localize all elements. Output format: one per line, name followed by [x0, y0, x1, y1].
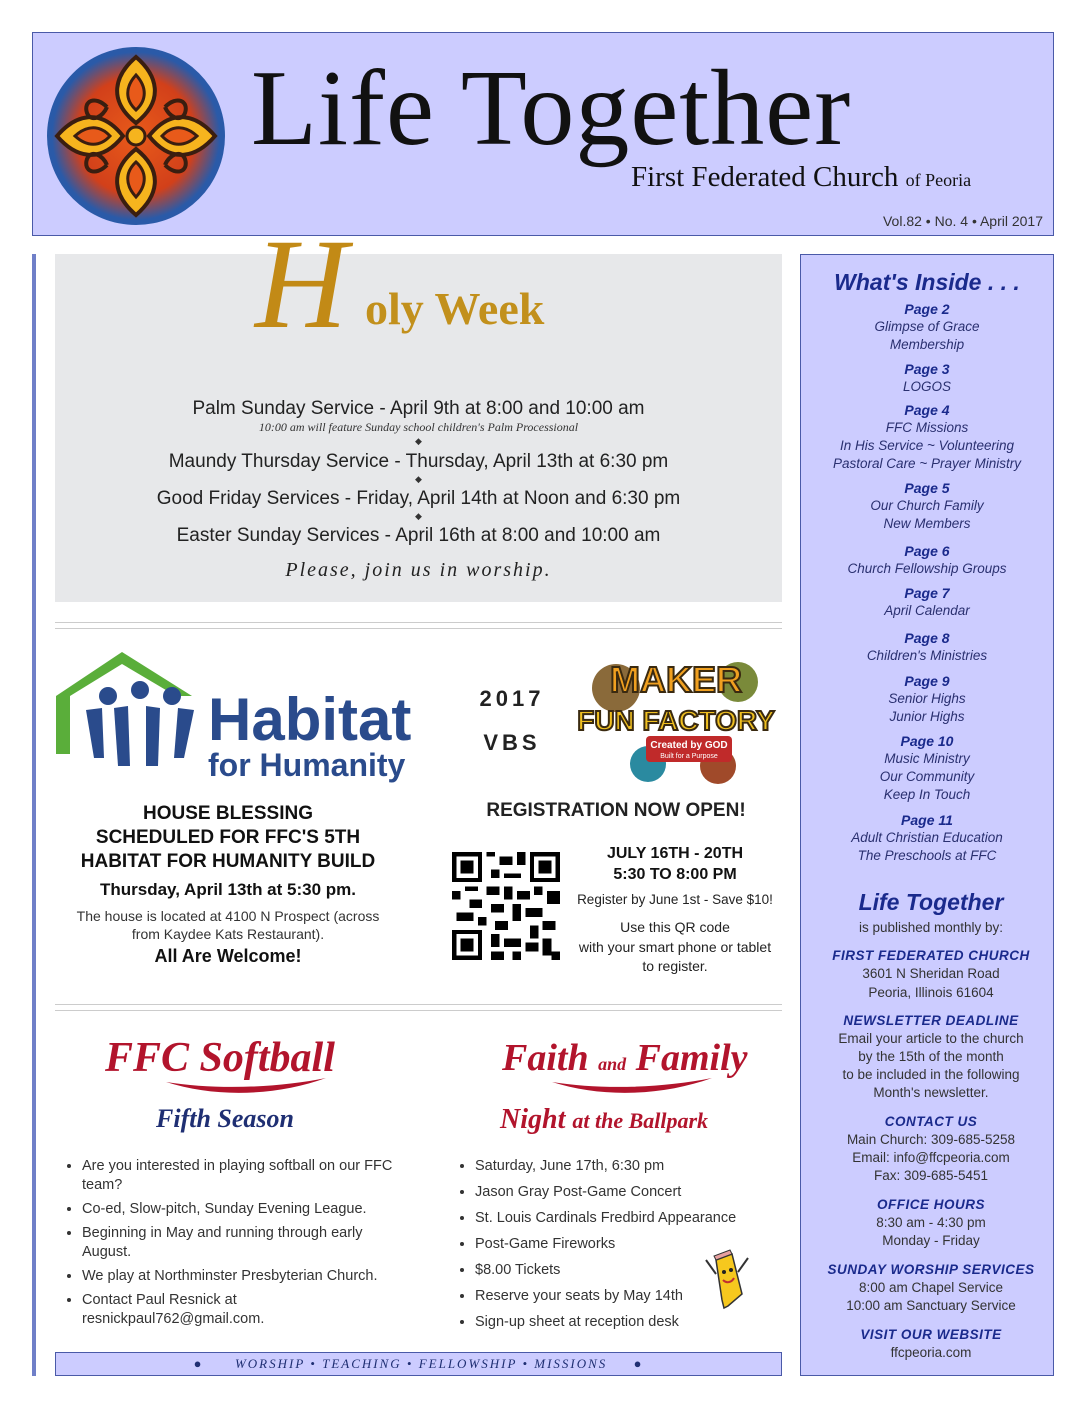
easter-sunday-line: Easter Sunday Services - April 16th at 8:00 and 10:00 am — [176, 525, 661, 546]
diamond-divider-icon: ◆ — [415, 511, 422, 521]
list-item: • Reserve your seats by May 14th — [475, 1287, 765, 1306]
sidebar-title: What's Inside . . . — [834, 269, 1020, 295]
cheering-pencil-icon — [702, 1250, 750, 1312]
list-item: • $8.00 Tickets — [475, 1261, 765, 1280]
rose-window-cross-icon — [45, 45, 227, 227]
maker-logo-line2: FUN FACTORY — [577, 705, 775, 736]
toc-item[interactable]: Membership — [889, 337, 965, 352]
habitat-heading-1: HOUSE BLESSING — [143, 803, 313, 824]
office-hours-time: 8:30 am - 4:30 pm — [876, 1215, 986, 1230]
toc-item[interactable]: FFC Missions — [885, 420, 969, 435]
holy-week-title: oly Week — [365, 283, 545, 334]
toc-page-9[interactable]: Page 9 — [904, 673, 950, 689]
habitat-logo-line1: Habitat — [208, 686, 412, 753]
vbs-year: 2017 — [479, 686, 545, 711]
toc-page-3[interactable]: Page 3 — [904, 361, 950, 377]
toc-item[interactable]: In His Service ~ Volunteering — [840, 438, 1014, 453]
palm-sunday-line: Palm Sunday Service - April 9th at 8:00 and 10:00 am — [192, 398, 645, 419]
toc-page-10[interactable]: Page 10 — [900, 733, 954, 749]
swoosh-icon — [552, 1078, 712, 1098]
diamond-divider-icon: ◆ — [415, 436, 422, 446]
toc-item[interactable]: New Members — [883, 516, 971, 531]
toc-item[interactable]: Church Fellowship Groups — [847, 561, 1007, 576]
toc-item[interactable]: Junior Highs — [889, 709, 965, 724]
deadline-text: by the 15th of the month — [858, 1049, 1004, 1064]
toc-item[interactable]: Children's Ministries — [866, 648, 988, 663]
church-address-1: 3601 N Sheridan Road — [862, 966, 1000, 981]
vbs-registration-heading: REGISTRATION NOW OPEN! — [486, 800, 746, 821]
worship-service-2: 10:00 am Sanctuary Service — [846, 1298, 1016, 1313]
softball-title: FFC Softball — [105, 1035, 335, 1081]
vbs-qr-text-2: with your smart phone or tablet — [578, 939, 772, 955]
contact-heading: CONTACT US — [884, 1114, 978, 1129]
deadline-heading: NEWSLETTER DEADLINE — [843, 1013, 1019, 1028]
whats-inside-sidebar — [800, 254, 1054, 1376]
newsletter-title: Life Together — [251, 49, 852, 168]
deadline-text: Month's newsletter. — [873, 1085, 989, 1100]
ballpark-title-a: Faith — [502, 1037, 589, 1079]
footer-word: MISSIONS — [534, 1356, 608, 1371]
habitat-location-1: The house is located at 4100 N Prospect (across — [76, 908, 380, 924]
vbs-times: 5:30 TO 8:00 PM — [613, 866, 737, 883]
toc-item[interactable]: The Preschools at FFC — [857, 848, 997, 863]
habitat-logo-line2: for Humanity — [208, 747, 406, 783]
toc-item[interactable]: Senior Highs — [888, 691, 966, 706]
toc-item[interactable]: Keep In Touch — [883, 787, 971, 802]
habitat-welcome: All Are Welcome! — [154, 946, 302, 966]
ballpark-title-and: and — [598, 1054, 627, 1074]
list-item: • Co-ed, Slow-pitch, Sunday Evening League. — [82, 1200, 400, 1219]
habitat-date: Thursday, April 13th at 5:30 pm. — [99, 880, 356, 899]
toc-page-11[interactable]: Page 11 — [901, 812, 953, 828]
maker-tagline2: Built for a Purpose — [660, 753, 718, 760]
masthead — [32, 32, 1054, 236]
toc-page-5[interactable]: Page 5 — [904, 480, 950, 496]
contact-phone: Main Church: 309-685-5258 — [846, 1132, 1016, 1147]
diamond-divider-icon: ◆ — [415, 474, 422, 484]
good-friday-line: Good Friday Services - Friday, April 14th at Noon and 6:30 pm — [156, 488, 681, 509]
church-name-suffix: of Peoria — [905, 170, 972, 190]
toc-page-7[interactable]: Page 7 — [904, 585, 950, 601]
life-together-heading: Life Together — [858, 889, 1004, 915]
habitat-heading-2: SCHEDULED FOR FFC'S 5TH — [95, 827, 361, 848]
toc-item[interactable]: April Calendar — [884, 603, 970, 618]
toc-item[interactable]: Glimpse of Grace — [874, 319, 980, 334]
palm-sunday-note: 10:00 am will feature Sunday school children's Palm Processional — [258, 420, 579, 434]
qr-code-icon[interactable] — [452, 852, 560, 960]
ballpark-title — [502, 1036, 748, 1080]
volume-issue: Vol.82 • No. 4 • April 2017 — [882, 213, 1043, 229]
list-item: • St. Louis Cardinals Fredbird Appearance — [475, 1209, 765, 1228]
footer-word: TEACHING — [322, 1356, 402, 1371]
section-divider — [55, 622, 782, 629]
church-address-2: Peoria, Illinois 61604 — [868, 985, 994, 1000]
maundy-thursday-line: Maundy Thursday Service - Thursday, April 13th at 6:30 pm — [168, 451, 669, 472]
vbs-label: VBS — [483, 730, 541, 755]
list-item: • Contact Paul Resnick at resnickpaul762@gmail.com. — [82, 1291, 400, 1329]
maker-tagline: Created by GOD — [650, 740, 728, 751]
toc-item[interactable]: Music Ministry — [884, 751, 970, 766]
ballpark-subtitle-b: at the Ballpark — [572, 1108, 709, 1133]
list-item: • We play at Northminster Presbyterian Church. — [82, 1267, 400, 1286]
deadline-text: Email your article to the church — [838, 1031, 1024, 1046]
published-by: is published monthly by: — [858, 920, 1004, 935]
footer-word: FELLOWSHIP — [418, 1356, 518, 1371]
ballpark-title-b: Family — [635, 1037, 748, 1079]
toc-page-8[interactable]: Page 8 — [904, 630, 950, 646]
toc-item[interactable]: Adult Christian Education — [851, 830, 1003, 845]
habitat-for-humanity-logo — [56, 648, 412, 784]
holy-week-panel — [55, 213, 782, 602]
church-name-text: First Federated Church — [631, 161, 899, 193]
habitat-location-2: from Kaydee Kats Restaurant). — [131, 926, 325, 942]
contact-email[interactable]: Email: info@ffcpeoria.com — [852, 1150, 1010, 1165]
toc-item[interactable]: LOGOS — [902, 379, 951, 394]
mission-footer-band: ● WORSHIP • TEACHING • FELLOWSHIP • MISSIONS ● — [55, 1352, 782, 1376]
ballpark-subtitle — [500, 1104, 708, 1136]
worship-service-1: 8:00 am Chapel Service — [858, 1280, 1004, 1295]
softball-list — [62, 1157, 400, 1334]
toc-page-6[interactable]: Page 6 — [904, 543, 950, 559]
left-rule — [32, 254, 36, 1376]
bullet-icon: ● — [193, 1356, 204, 1371]
swoosh-icon — [166, 1078, 326, 1098]
list-item: • Beginning in May and running through early August. — [82, 1224, 400, 1262]
holy-week-initial: H — [255, 213, 348, 355]
list-item: • Jason Gray Post-Game Concert — [475, 1183, 765, 1202]
softball-subtitle: Fifth Season — [156, 1104, 294, 1133]
contact-fax: Fax: 309-685-5451 — [873, 1168, 989, 1183]
website-link[interactable]: ffcpeoria.com — [890, 1345, 972, 1360]
office-hours-days: Monday - Friday — [882, 1233, 980, 1248]
list-item: • Are you interested in playing softball on our FFC team? — [82, 1157, 400, 1195]
website-heading: VISIT OUR WEBSITE — [860, 1327, 1002, 1342]
maker-logo-line1: MAKER — [610, 659, 742, 700]
office-hours-heading: OFFICE HOURS — [876, 1197, 985, 1212]
vbs-qr-text-3: to register. — [642, 958, 708, 974]
toc-page-2[interactable]: Page 2 — [904, 301, 950, 317]
list-item: • Saturday, June 17th, 6:30 pm — [475, 1157, 765, 1176]
toc-page-4[interactable]: Page 4 — [904, 402, 950, 418]
toc-item[interactable]: Our Church Family — [870, 498, 984, 513]
vbs-dates: JULY 16TH - 20TH — [606, 845, 744, 862]
vbs-qr-text-1: Use this QR code — [620, 919, 730, 935]
list-item: • Sign-up sheet at reception desk — [475, 1313, 765, 1332]
footer-word: WORSHIP — [234, 1356, 306, 1371]
worship-services-heading: SUNDAY WORSHIP SERVICES — [827, 1262, 1035, 1277]
list-item: • Post-Game Fireworks — [475, 1235, 765, 1254]
church-name — [631, 161, 971, 194]
section-divider — [55, 1004, 782, 1011]
church-heading: FIRST FEDERATED CHURCH — [832, 948, 1030, 963]
habitat-heading-3: HABITAT FOR HUMANITY BUILD — [80, 851, 376, 872]
maker-fun-factory-logo — [577, 648, 775, 786]
ballpark-subtitle-a: Night — [500, 1104, 566, 1135]
worship-invite: Please, join us in worship. — [285, 559, 552, 581]
vbs-early-registration: Register by June 1st - Save $10! — [577, 892, 773, 907]
toc-item[interactable]: Our Community — [879, 769, 975, 784]
bullet-icon: ● — [633, 1356, 644, 1371]
deadline-text: to be included in the following — [842, 1067, 1020, 1082]
toc-item[interactable]: Pastoral Care ~ Prayer Ministry — [833, 456, 1021, 471]
